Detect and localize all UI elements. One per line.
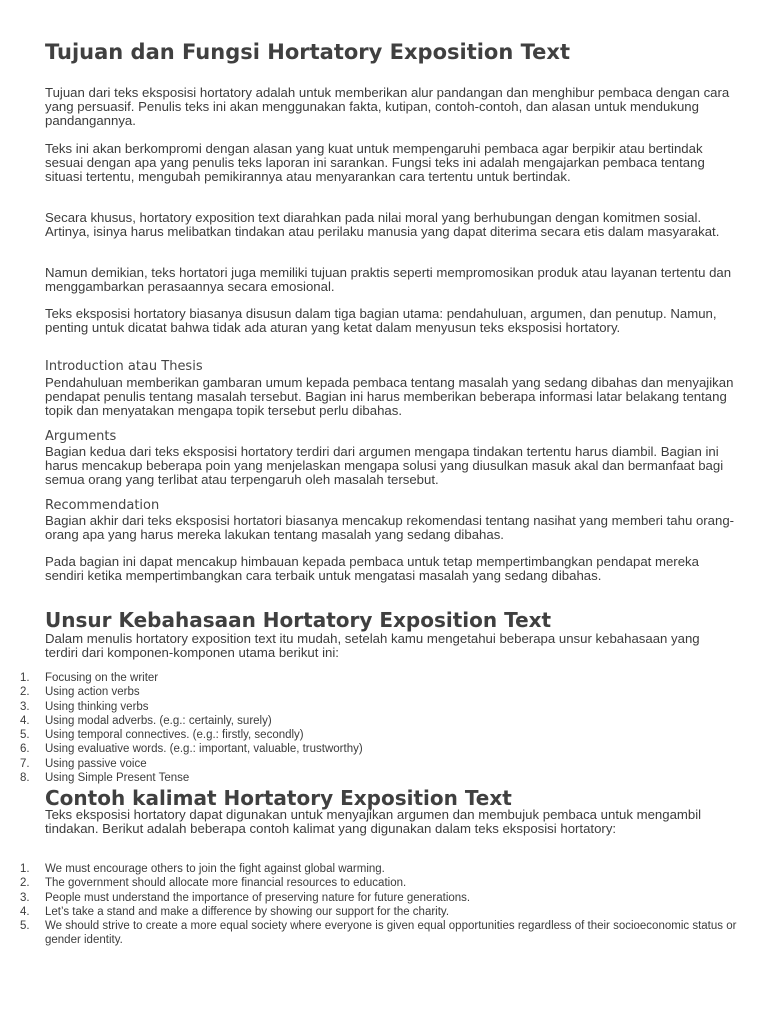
list-number: 1. bbox=[20, 672, 30, 684]
list-item bbox=[0, 685, 740, 699]
list-item-text: Using Simple Present Tense bbox=[45, 772, 190, 785]
closing-paragraph: Pada bagian ini dapat mencakup himbauan kepada pembaca untuk tetap mempertimbangkan pendapat mereka sendiri ketika mempertimbangkan cara terbaik untuk mengatasi masalah yang sedang dibahas. bbox=[45, 554, 699, 583]
unsur-list bbox=[0, 671, 740, 785]
list-item-text: People must understand the importance of preserving nature for future generations. bbox=[45, 891, 471, 904]
recommendation-heading: Recommendation bbox=[45, 498, 160, 513]
paragraph-structure: Teks eksposisi hortatory biasanya disusun dalam tiga bagian utama: pendahuluan, argumen, dan penutup. Namun, penting untuk dicatat bahwa tidak ada aturan yang ketat dalam menyusun teks eksposisi hortatory. bbox=[45, 306, 717, 335]
list-number: 3. bbox=[20, 700, 30, 713]
list-item-text: We must encourage others to join the fight against global warming. bbox=[45, 863, 385, 875]
list-item-text: Let’s take a stand and make a difference by showing our support for the charity. bbox=[45, 905, 450, 918]
list-item-text: Using passive voice bbox=[45, 757, 147, 770]
list-item bbox=[0, 771, 740, 785]
contoh-list bbox=[0, 862, 740, 948]
paragraph-purpose: Tujuan dari teks eksposisi hortatory adalah untuk memberikan alur pandangan dan menghibur pembaca dengan cara yang persuasif. Penulis teks ini akan menggunakan fakta, kutipan, contoh-contoh, dan alasan untuk mendukung pandangannya. bbox=[45, 85, 730, 128]
list-item-text: Using action verbs bbox=[45, 686, 140, 699]
list-item-text: Using evaluative words. (e.g.: important, valuable, trustworthy) bbox=[45, 743, 363, 756]
contoh-heading: Contoh kalimat Hortatory Exposition Text bbox=[45, 786, 512, 810]
list-item bbox=[0, 919, 740, 948]
list-number: 4. bbox=[20, 905, 30, 918]
list-number: 4. bbox=[20, 714, 30, 727]
paragraph-function: Teks ini akan berkompromi dengan alasan yang kuat untuk mempengaruhi pembaca agar berpikir atau bertindak sesuai dengan apa yang penulis teks laporan ini sarankan. Fungsi teks ini adalah mengajarkan pembaca tentang situasi tertentu, mengubah pemikirannya atau menyarankan cara tertentu untuk bertindak. bbox=[45, 141, 705, 184]
list-number: 1. bbox=[20, 863, 30, 875]
list-number: 6. bbox=[20, 743, 30, 756]
page-title: Tujuan dan Fungsi Hortatory Exposition Text bbox=[45, 40, 570, 64]
list-number: 8. bbox=[20, 772, 30, 785]
list-item bbox=[0, 757, 740, 771]
list-item bbox=[0, 671, 740, 685]
list-item bbox=[0, 714, 740, 728]
unsur-intro: Dalam menulis hortatory exposition text itu mudah, setelah kamu mengetahui beberapa unsur kebahasaan yang terdiri dari komponen-komponen utama berikut ini: bbox=[45, 631, 700, 660]
paragraph-practical: Namun demikian, teks hortatori juga memiliki tujuan praktis seperti mempromosikan produk atau layanan tertentu dan menggambarkan perasaannya secara emosional. bbox=[45, 265, 732, 294]
list-number: 2. bbox=[20, 686, 30, 699]
list-item-text: Using thinking verbs bbox=[45, 700, 149, 713]
list-item-text: The government should allocate more financial resources to education. bbox=[45, 877, 407, 890]
list-item bbox=[0, 862, 740, 876]
list-item bbox=[0, 905, 740, 919]
list-item-text: We should strive to create a more equal society where everyone is given equal opportunities regardless of their socioeconomic status or gender identity. bbox=[45, 920, 737, 947]
arguments-text: Bagian kedua dari teks eksposisi hortatory terdiri dari argumen mengapa tindakan tertentu harus diambil. Bagian ini harus mencakup beberapa poin yang menjelaskan mengapa solusi yang diusulkan masuk akal dan bermanfaat bagi semua orang yang terlibat atau terpengaruh oleh masalah tersebut. bbox=[45, 444, 724, 487]
unsur-heading: Unsur Kebahasaan Hortatory Exposition Text bbox=[45, 608, 552, 632]
list-item bbox=[0, 700, 740, 714]
list-number: 7. bbox=[20, 757, 30, 770]
intro-text: Pendahuluan memberikan gambaran umum kepada pembaca tentang masalah yang sedang dibahas dan menyajikan pendapat penulis tentang masalah tersebut. Bagian ini harus memberikan beberapa informasi latar belakang tentang topik dan menyatakan mengapa topik tersebut perlu dibahas. bbox=[45, 375, 734, 418]
list-item bbox=[0, 891, 740, 905]
list-item bbox=[0, 728, 740, 742]
list-item bbox=[0, 742, 740, 756]
list-number: 5. bbox=[20, 920, 30, 933]
list-item-text: Using temporal connectives. (e.g.: firstly, secondly) bbox=[45, 729, 304, 742]
paragraph-moral: Secara khusus, hortatory exposition text diarahkan pada nilai moral yang berhubungan dengan komitmen sosial. Artinya, isinya harus melibatkan tindakan atau perilaku manusia yang dapat diterima secara etis dalam masyarakat. bbox=[45, 210, 720, 239]
list-number: 5. bbox=[20, 729, 30, 742]
arguments-heading: Arguments bbox=[45, 429, 117, 444]
list-item bbox=[0, 876, 740, 890]
intro-heading: Introduction atau Thesis bbox=[45, 359, 203, 374]
list-item-text: Focusing on the writer bbox=[45, 672, 159, 684]
recommendation-text: Bagian akhir dari teks eksposisi hortatori biasanya mencakup rekomendasi tentang nasihat yang memberi tahu orang-orang apa yang harus mereka lakukan tentang masalah yang sedang dibahas. bbox=[45, 513, 735, 542]
list-number: 3. bbox=[20, 891, 30, 904]
list-item-text: Using modal adverbs. (e.g.: certainly, surely) bbox=[45, 714, 272, 727]
list-number: 2. bbox=[20, 877, 30, 890]
contoh-intro: Teks eksposisi hortatory dapat digunakan untuk menyajikan argumen dan membujuk pembaca untuk mengambil tindakan. Berikut adalah beberapa contoh kalimat yang digunakan dalam teks eksposisi hortatory: bbox=[45, 807, 702, 836]
